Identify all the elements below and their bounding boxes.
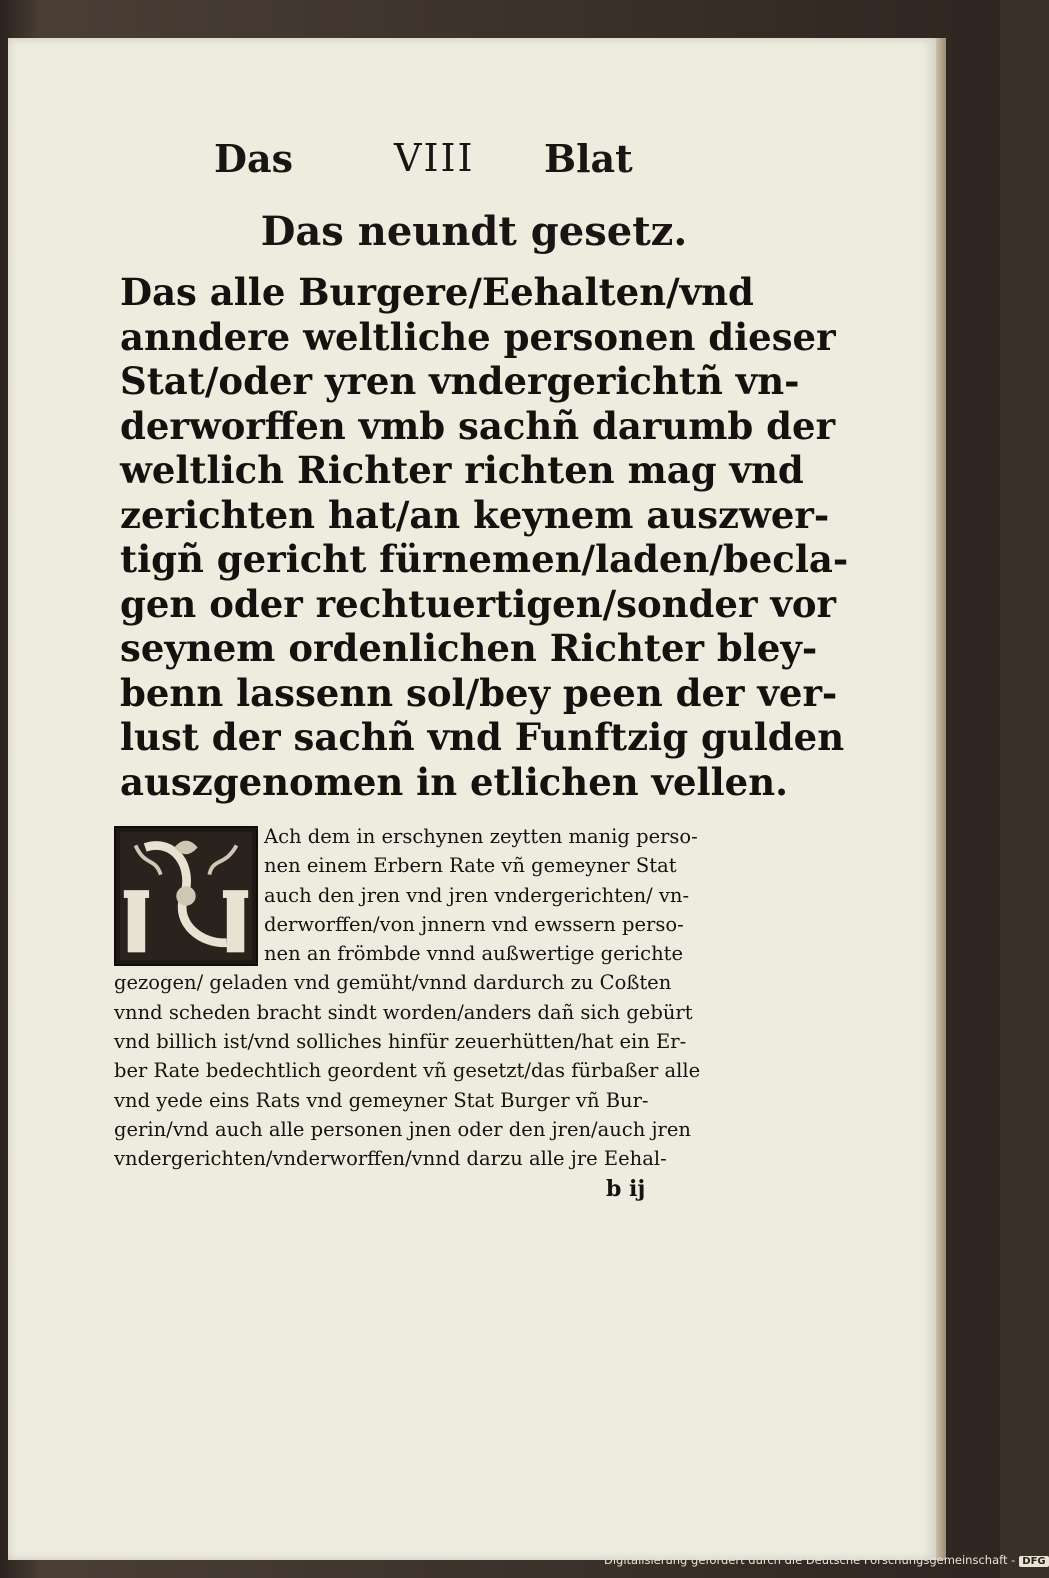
summary-line: gen oder rechtuertigen/sonder vor (120, 581, 836, 626)
body-line: vnd yede eins Rats vnd gemeyner Stat Burger vñ Bur- (114, 1088, 649, 1112)
body-line: gezogen/ geladen vnd gemüht/vnnd dardurch zu Coßten (114, 971, 672, 995)
folio-number: VIII (394, 136, 475, 180)
funding-credit (604, 1553, 1049, 1567)
body-line: vndergerichten/vnderworffen/vnnd darzu alle jre Eehal- (114, 1147, 667, 1171)
running-header (214, 136, 644, 196)
summary-line: benn lassenn sol/bey peen der ver- (120, 670, 838, 715)
decorated-initial-n (114, 826, 258, 966)
body-line: gerin/vnd auch alle personen jnen oder den jren/auch jren (114, 1117, 691, 1141)
body-line: derworffen/von jnnern vnd ewssern perso- (264, 912, 684, 936)
summary-line: Stat/oder yren vndergerichtñ vn- (120, 359, 800, 403)
signature-mark: b ij (606, 1176, 646, 1202)
body-line: ber Rate bedechtlich geordent vñ gesetzt/das fürbaßer alle (114, 1059, 701, 1083)
body-text (114, 822, 714, 1174)
summary-line: seynem ordenlichen Richter bley- (120, 626, 818, 670)
funding-credit-text: Digitalisierung gefördert durch die Deutsche Forschungsgemeinschaft - (604, 1553, 1016, 1567)
body-line: vnnd scheden bracht sindt worden/anders dañ sich gebürt (114, 1000, 693, 1024)
page-edge (936, 38, 946, 1560)
header-left: Das (214, 136, 293, 181)
header-right: Blat (544, 136, 633, 181)
body-line: vnd billich ist/vnd solliches hinfür zeuerhütten/hat ein Er- (114, 1030, 687, 1054)
ornament-icon (116, 828, 256, 964)
book-page (8, 38, 939, 1560)
summary-line: weltlich Richter richten mag vnd (120, 448, 804, 492)
law-title (8, 208, 936, 255)
body-line: Ach dem in erschynen zeytten manig perso- (264, 825, 698, 848)
summary-line: anndere weltliche personen dieser (120, 314, 836, 359)
body-line: nen an frömbde vnnd außwertige gerichte (264, 942, 684, 966)
summary-line: lust der sachñ vnd Funftzig gulden (120, 715, 845, 759)
body-line: auch den jren vnd jren vndergerichten/ vn- (264, 883, 690, 907)
summary-line: derworffen vmb sachñ darumb der (120, 403, 836, 448)
dfg-logo: DFG (1019, 1556, 1048, 1567)
summary-line: Das alle Burgere/Eehalten/vnd (120, 270, 754, 314)
body-line: nen einem Erbern Rate vñ gemeyner Stat (264, 854, 677, 878)
summary-line: auszgenomen in etlichen vellen. (120, 759, 788, 804)
summary-line: tigñ gericht fürnemen/laden/becla- (120, 537, 849, 581)
summary-line: zerichten hat/an keynem auszwer- (120, 492, 830, 537)
law-summary (120, 270, 849, 804)
law-title-text: Das neundt gesetz. (260, 208, 688, 255)
